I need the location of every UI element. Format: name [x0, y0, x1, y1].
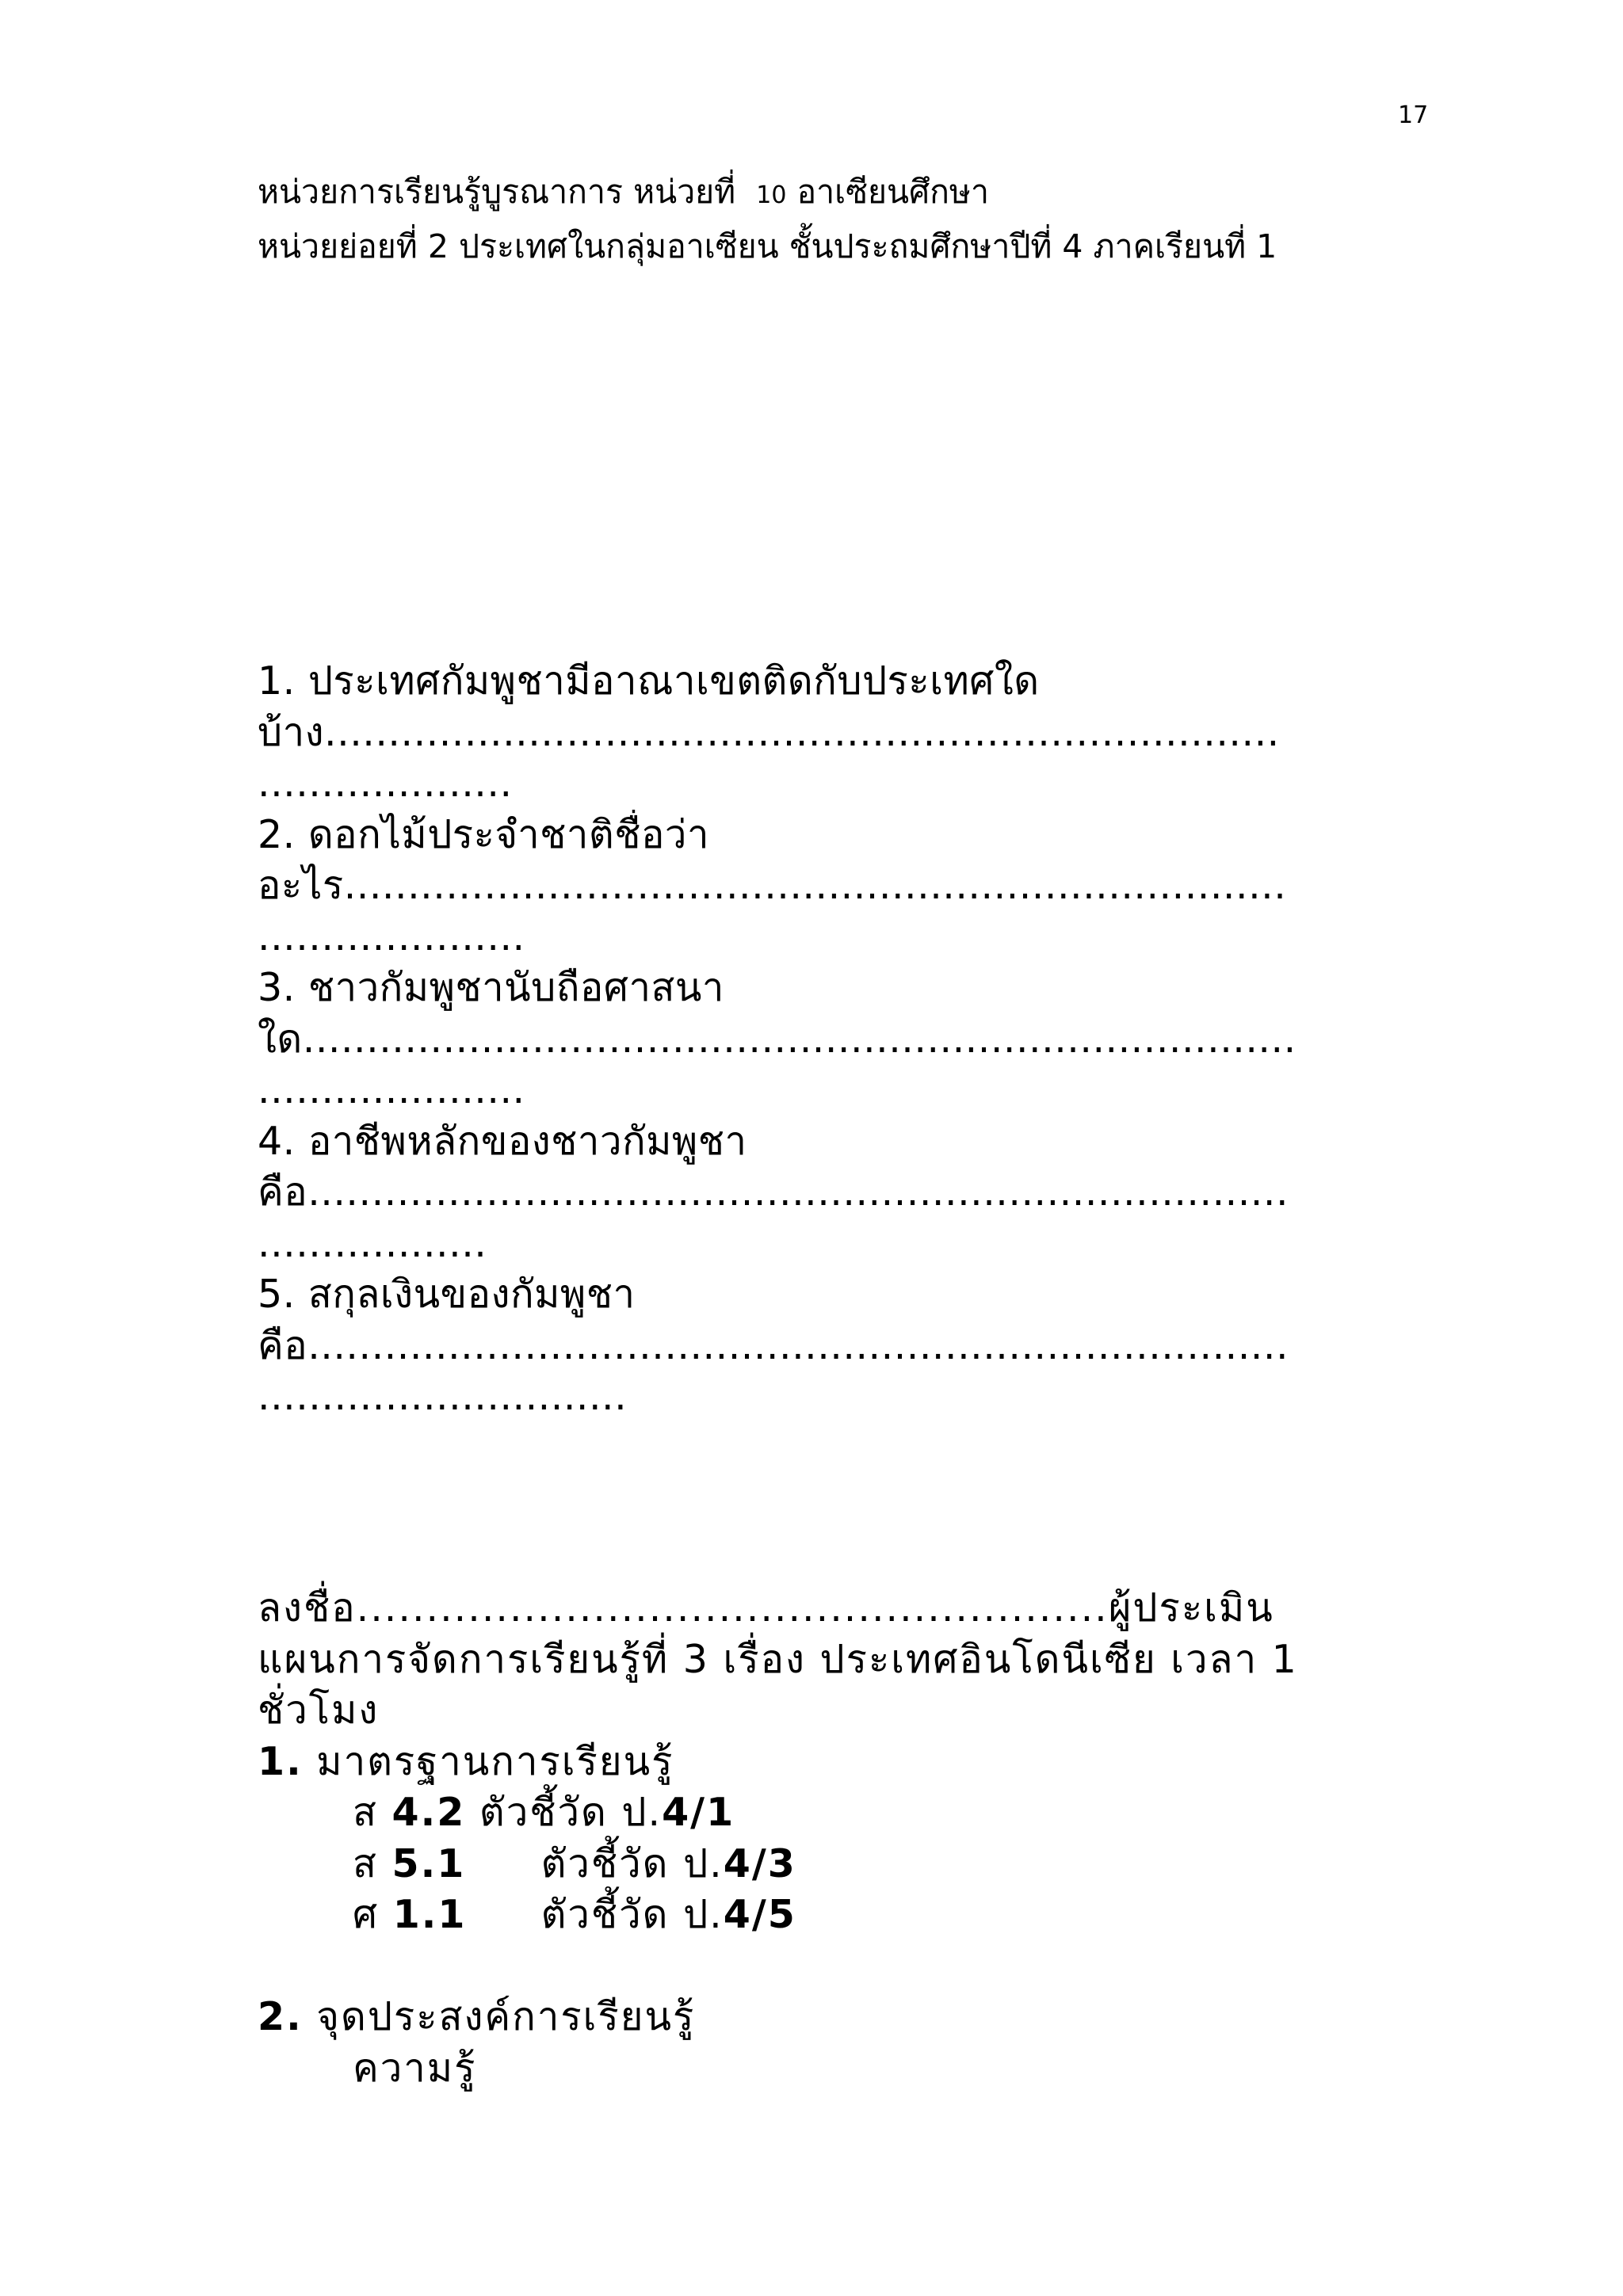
section-number: 2. [258, 1994, 303, 2039]
answer-line: อะไร.......................................................................... [258, 863, 1287, 908]
question-text: 4. อาชีพหลักของชาวกัมพูชา [258, 1118, 747, 1164]
answer-line-cont: ..................... [258, 913, 525, 959]
answer-line-cont: ............................. [258, 1374, 628, 1419]
question-4 [258, 1116, 1526, 1270]
lesson-title-cont: ชั่วโมง [258, 1688, 380, 1733]
section-1-heading [258, 1737, 1526, 1788]
indicator-code: 4/5 [723, 1892, 796, 1937]
answer-line-cont: ..................... [258, 1067, 525, 1112]
page-number: 17 [1398, 101, 1429, 129]
signature-line: ลงชื่อ......................................................ผู้ประเมิน [258, 1585, 1274, 1630]
spacer [258, 1941, 1526, 1993]
answer-line-cont: .................... [258, 761, 513, 806]
answer-line: คือ............................................................................. [258, 1322, 1289, 1368]
section-label: จุดประสงค์การเรียนรู้ [316, 1994, 696, 2039]
lesson-title: แผนการจัดการเรียนรู้ที่ 3 เรื่อง ประเทศอินโดนีเซีย เวลา 1 [258, 1636, 1298, 1682]
indicator-code: 4/3 [723, 1840, 796, 1886]
section-number: 1. [258, 1738, 303, 1784]
question-5 [258, 1269, 1526, 1423]
answer-line: คือ............................................................................. [258, 1169, 1289, 1215]
lesson-plan [258, 1583, 1526, 2094]
header-line-2: หน่วยย่อยที่ 2 ประเทศในกลุ่มอาเซียน ชั้นประถมศึกษาปีที่ 4 ภาคเรียนที่ 1 [258, 227, 1277, 265]
standard-code: 4.2 [391, 1790, 466, 1835]
header-line-1 [258, 166, 1526, 221]
section-2-heading [258, 1992, 1526, 2043]
indicator-code: 4/1 [662, 1790, 735, 1835]
unit-subject: อาเซียนศึกษา [796, 173, 989, 211]
knowledge-heading: ความรู้ [353, 2045, 477, 2091]
section-label: มาตรฐานการเรียนรู้ [316, 1738, 674, 1784]
indicator-label: ตัวชี้วัด ป. [540, 1892, 724, 1937]
standard-1 [258, 1787, 1526, 1839]
standard-3 [258, 1890, 1526, 1941]
standard-code: 5.1 [391, 1840, 466, 1886]
unit-title: หน่วยการเรียนรู้บูรณาการ หน่วยที่ [258, 173, 736, 211]
question-text: 2. ดอกไม้ประจำชาติชื่อว่า [258, 811, 709, 857]
answer-line-cont: .................. [258, 1220, 487, 1266]
unit-number: 10 [756, 181, 787, 209]
standard-subject: ส [353, 1790, 378, 1835]
standard-code: 1.1 [392, 1892, 467, 1937]
question-3 [258, 963, 1526, 1116]
standard-2 [258, 1839, 1526, 1890]
answer-line: ใด.............................................................................. [258, 1016, 1296, 1062]
question-1 [258, 656, 1526, 810]
standard-subject: ส [353, 1840, 378, 1886]
indicator-label: ตัวชี้วัด ป. [479, 1790, 663, 1835]
question-list [258, 656, 1526, 1423]
question-text: 1. ประเทศกัมพูชามีอาณาเขตติดกับประเทศใด [258, 658, 1040, 704]
question-text: 5. สกุลเงินของกัมพูชา [258, 1272, 636, 1317]
question-text: 3. ชาวกัมพูชานับถือศาสนา [258, 965, 724, 1010]
answer-line: บ้าง........................................................................... [258, 709, 1280, 755]
indicator-label: ตัวชี้วัด ป. [540, 1840, 724, 1886]
document-header [258, 166, 1526, 272]
question-2 [258, 810, 1526, 963]
standard-subject: ศ [353, 1892, 380, 1937]
